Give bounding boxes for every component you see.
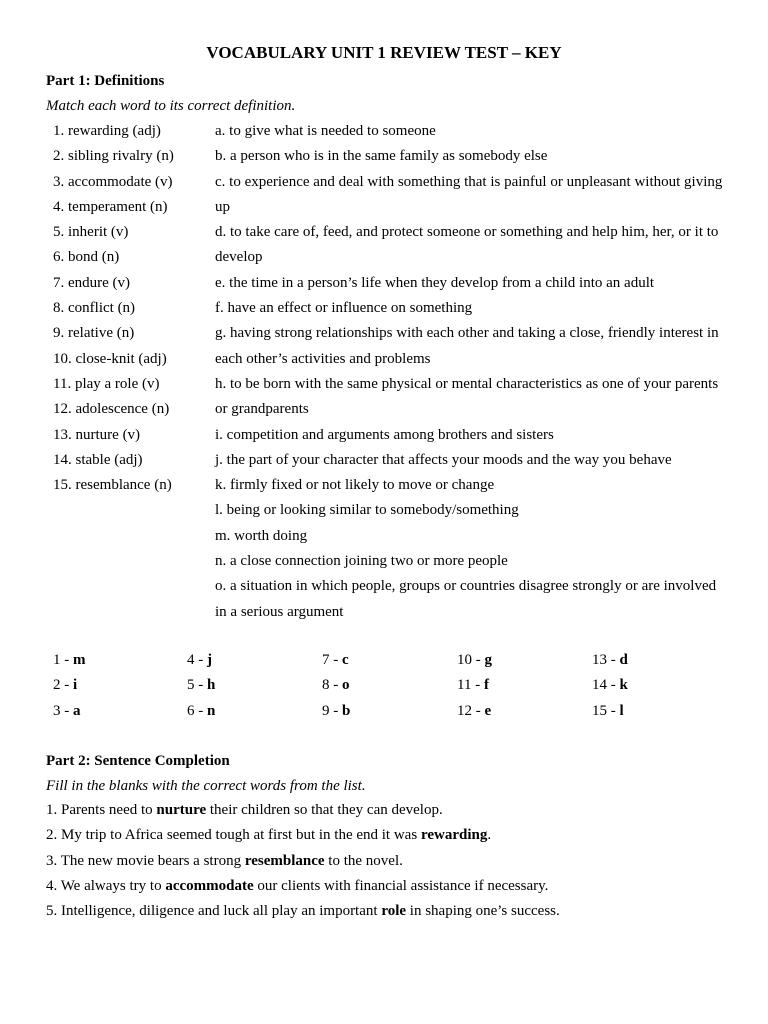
definition-line: f. have an effect or influence on something: [215, 300, 473, 317]
definition-line: d. to take care of, feed, and protect someone or something and help him, her, or it to: [215, 224, 719, 241]
answer-key-row: [53, 648, 733, 673]
word-item: 12. adolescence (n): [53, 401, 170, 418]
sentence-item: [46, 874, 766, 899]
definition-line: e. the time in a person’s life when they develop from a child into an adult: [215, 274, 655, 291]
key-number: 13 -: [592, 652, 620, 668]
sentence-text: 1. Parents need to: [46, 802, 157, 818]
definition-line: c. to experience and deal with something that is painful or unpleasant without giving: [215, 173, 723, 190]
definition-line: k. firmly fixed or not likely to move or change: [215, 477, 495, 494]
definition-line: in a serious argument: [215, 603, 344, 620]
key-answer: e: [484, 703, 492, 719]
definition-line: n. a close connection joining two or more people: [215, 553, 508, 570]
sentence-text: to the novel.: [324, 852, 403, 869]
key-number: 3 -: [53, 703, 73, 719]
key-cell: [457, 699, 491, 724]
key-cell: [592, 648, 628, 673]
definition-line: h. to be born with the same physical or mental characteristics as one of your parents: [215, 375, 719, 392]
key-answer: n: [207, 703, 216, 719]
key-cell: [187, 699, 215, 724]
key-number: 10 -: [457, 652, 485, 668]
key-answer: l: [619, 703, 624, 719]
word-list: [53, 119, 213, 498]
key-number: 4 -: [187, 652, 207, 668]
key-cell: [592, 673, 628, 698]
sentence-item: [46, 849, 766, 874]
key-number: 1 -: [53, 652, 73, 668]
key-answer: j: [207, 652, 212, 668]
key-number: 7 -: [322, 652, 342, 668]
definition-line: a. to give what is needed to someone: [215, 123, 436, 139]
key-answer: m: [73, 652, 86, 668]
definition-line: b. a person who is in the same family as somebody else: [215, 148, 548, 165]
definition-line: l. being or looking similar to somebody/something: [215, 502, 519, 519]
definition-line: o. a situation in which people, groups or countries disagree strongly or are involved: [215, 578, 717, 595]
word-item: 7. endure (v): [53, 274, 131, 291]
definition-line: up: [215, 198, 230, 215]
word-item: 14. stable (adj): [53, 451, 143, 468]
word-item: 10. close-knit (adj): [53, 350, 167, 367]
key-answer: o: [342, 677, 350, 693]
sentence-text: 5. Intelligence, diligence and luck all play an important: [46, 903, 382, 920]
sentence-text: 2. My trip to Africa seemed tough at first but in the end it was: [46, 827, 421, 844]
definition-line: m. worth doing: [215, 527, 308, 544]
sentence-text: their children so that they can develop.: [206, 802, 443, 818]
word-item: 15. resemblance (n): [53, 477, 172, 494]
sentence-item: [46, 899, 766, 924]
part2-heading: Part 2: Sentence Completion: [46, 753, 230, 769]
word-item: 4. temperament (n): [53, 198, 168, 215]
key-answer: g: [484, 652, 492, 668]
key-answer: h: [207, 677, 216, 693]
answer-key-row: [53, 699, 733, 724]
sentence-answer: nurture: [156, 802, 207, 818]
sentence-answer: resemblance: [244, 852, 325, 869]
part2-instruction: Fill in the blanks with the correct words from the list.: [46, 778, 366, 794]
definition-list: [215, 119, 747, 625]
key-cell: [322, 673, 350, 698]
key-answer: k: [619, 677, 628, 693]
definition-line: i. competition and arguments among brothers and sisters: [215, 426, 554, 443]
word-item: 3. accommodate (v): [53, 173, 173, 190]
key-cell: [53, 699, 81, 724]
key-number: 5 -: [187, 677, 207, 693]
definition-line: develop: [215, 249, 263, 266]
key-cell: [457, 648, 492, 673]
key-answer: b: [342, 703, 351, 719]
key-cell: [592, 699, 624, 724]
definition-line: g. having strong relationships with each other and taking a close, friendly interest in: [215, 325, 719, 342]
definition-line: or grandparents: [215, 401, 309, 418]
key-cell: [53, 648, 86, 673]
key-answer: i: [73, 677, 78, 693]
key-number: 2 -: [53, 677, 73, 693]
sentence-text: 3. The new movie bears a strong: [46, 852, 245, 869]
key-number: 6 -: [187, 703, 207, 719]
word-item: 2. sibling rivalry (n): [53, 148, 174, 165]
word-item: 5. inherit (v): [53, 224, 129, 241]
sentence-answer: accommodate: [165, 877, 254, 894]
key-cell: [457, 673, 489, 698]
key-number: 15 -: [592, 703, 620, 719]
word-item: 6. bond (n): [53, 249, 120, 266]
part1-instruction: Match each word to its correct definition.: [46, 98, 296, 114]
sentence-answer: role: [381, 903, 407, 920]
definition-line: j. the part of your character that affects your moods and the way you behave: [215, 451, 672, 468]
key-cell: [322, 699, 350, 724]
key-number: 12 -: [457, 703, 485, 719]
sentence-item: [46, 823, 766, 848]
answer-key-row: [53, 673, 733, 698]
key-cell: [53, 673, 77, 698]
key-number: 9 -: [322, 703, 342, 719]
key-answer: a: [73, 703, 81, 719]
sentence-text: our clients with financial assistance if necessary.: [253, 877, 549, 894]
word-item: 9. relative (n): [53, 325, 135, 342]
page-title: VOCABULARY UNIT 1 REVIEW TEST – KEY: [206, 43, 562, 62]
sentence-answer: rewarding: [420, 827, 488, 844]
key-cell: [322, 648, 349, 673]
key-cell: [187, 648, 212, 673]
key-answer: f: [483, 677, 489, 693]
key-number: 14 -: [592, 677, 620, 693]
sentence-list: [46, 798, 766, 924]
key-number: 11 -: [457, 677, 484, 693]
key-cell: [187, 673, 215, 698]
part1-heading: Part 1: Definitions: [46, 73, 165, 89]
sentence-text: in shaping one’s success.: [406, 903, 560, 920]
word-item: 1. rewarding (adj): [53, 123, 161, 139]
word-item: 11. play a role (v): [53, 375, 160, 392]
key-answer: d: [619, 652, 628, 668]
definition-line: each other’s activities and problems: [215, 350, 431, 367]
sentence-text: .: [487, 827, 492, 844]
sentence-item: [46, 798, 766, 823]
key-answer: c: [342, 652, 349, 668]
word-item: 13. nurture (v): [53, 426, 141, 443]
sentence-text: 4. We always try to: [46, 877, 166, 894]
word-item: 8. conflict (n): [53, 300, 136, 317]
key-number: 8 -: [322, 677, 342, 693]
